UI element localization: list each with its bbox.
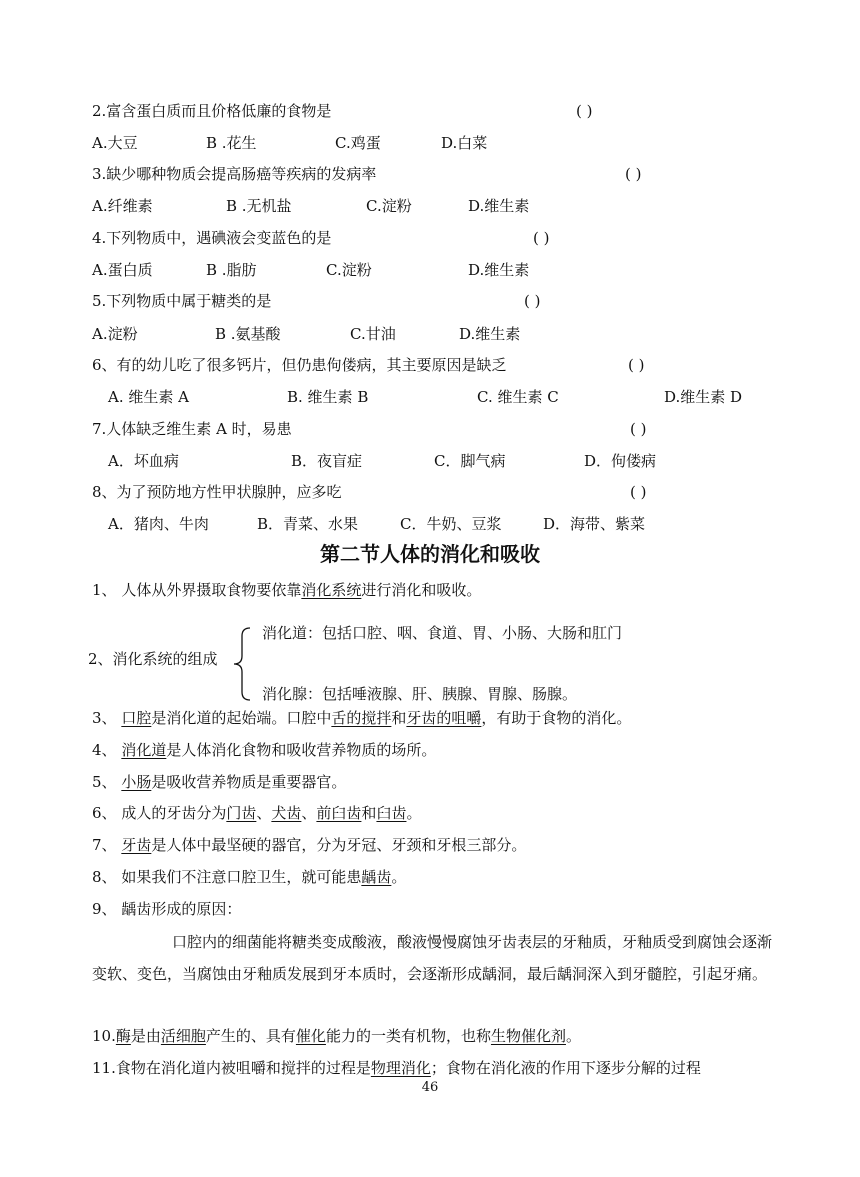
option-b: B .脂肪 (206, 261, 257, 279)
item-number: 1、 (92, 581, 117, 599)
answer-blank: ( ) (533, 229, 550, 247)
underlined-term: 生物催化剂 (490, 1027, 566, 1045)
item-text: 是人体消化食物和吸收营养物质的场所。 (166, 741, 437, 759)
underlined-term: 前臼齿 (316, 804, 362, 822)
item-7 (92, 835, 526, 855)
option-a: A. 维生素 A (108, 388, 189, 406)
item-text: 能力的一类有机物，也称 (325, 1027, 491, 1045)
question-stem: 4.下列物质中，遇碘液会变蓝色的是 (92, 229, 332, 247)
item-text: 和 (391, 709, 407, 727)
item-number: 7、 (92, 836, 117, 854)
item-text: 、 (256, 804, 272, 822)
item-text: ；食物在消化液的作用下逐步分解的过程 (430, 1059, 701, 1077)
item-text: 如果我们不注意口腔卫生，就可能患 (121, 868, 362, 886)
underlined-term: 消化系统 (301, 581, 362, 599)
option-b: B. 维生素 B (287, 388, 369, 406)
item-text: 。 (391, 868, 407, 886)
item-number: 6、 (92, 804, 117, 822)
option-b: B .无机盐 (226, 197, 292, 215)
option-a: A.大豆 (92, 134, 138, 152)
option-c: C.淀粉 (366, 197, 412, 215)
item-8 (92, 867, 406, 887)
option-b: B．青菜、水果 (257, 515, 359, 533)
option-c: C.淀粉 (326, 261, 372, 279)
underlined-term: 舌的搅拌 (331, 709, 392, 727)
answer-blank: ( ) (524, 292, 541, 310)
item-text: 是吸收营养物质是重要器官。 (151, 773, 347, 791)
underlined-term: 臼齿 (376, 804, 407, 822)
underlined-term: 门齿 (226, 804, 257, 822)
question-stem: 5.下列物质中属于糖类的是 (92, 292, 272, 310)
option-b: B．夜盲症 (291, 452, 363, 470)
brace-icon (230, 626, 254, 702)
question-stem: 6、有的幼儿吃了很多钙片，但仍患佝偻病，其主要原因是缺乏 (92, 356, 507, 374)
answer-blank: ( ) (625, 165, 642, 183)
item-11 (92, 1058, 701, 1078)
underlined-term: 犬齿 (271, 804, 302, 822)
item-number: 9、 (92, 900, 117, 918)
item-6 (92, 803, 421, 823)
option-b: B .花生 (206, 134, 257, 152)
item-text: 进行消化和吸收。 (361, 581, 482, 599)
option-a: A．猪肉、牛肉 (108, 515, 209, 533)
underlined-term: 消化道 (121, 741, 167, 759)
underlined-term: 物理消化 (370, 1059, 431, 1077)
option-c: C．牛奶、豆浆 (400, 515, 502, 533)
digestive-tract-text: 消化道：包括口腔、咽、食道、胃、小肠、大肠和肛门 (262, 624, 623, 642)
item-text: 是由 (130, 1027, 161, 1045)
item-text: 食物在消化道内被咀嚼和搅拌的过程是 (115, 1059, 371, 1077)
option-c: C.甘油 (350, 325, 396, 343)
item-text: 。 (565, 1027, 581, 1045)
item-4 (92, 740, 436, 760)
item-number: 3、 (92, 709, 117, 727)
item-text: 龋齿形成的原因： (121, 900, 242, 918)
question-stem: 8、为了预防地方性甲状腺肿，应多吃 (92, 483, 342, 501)
item-number: 10. (92, 1027, 116, 1045)
option-d: D.维生素 (468, 261, 530, 279)
item-10 (92, 1026, 581, 1046)
option-a: A．坏血病 (108, 452, 179, 470)
option-c: C.鸡蛋 (335, 134, 381, 152)
item-text: 成人的牙齿分为 (121, 804, 227, 822)
caries-cause-paragraph: 口腔内的细菌能将糖类变成酸液，酸液慢慢腐蚀牙齿表层的牙釉质，牙釉质受到腐蚀会逐渐变软、变色，当腐蚀由牙釉质发展到牙本质时，会逐渐形成龋洞，最后龋洞深入到牙髓腔，引起牙痛。 (92, 933, 773, 983)
underlined-term: 牙齿的咀嚼 (406, 709, 482, 727)
answer-blank: ( ) (628, 356, 645, 374)
item-5 (92, 772, 346, 792)
item-1 (92, 580, 481, 600)
option-a: A.蛋白质 (92, 261, 153, 279)
option-d: D.维生素 (459, 325, 521, 343)
underlined-term: 催化 (295, 1027, 326, 1045)
question-stem: 7.人体缺乏维生素 A 时，易患 (92, 420, 292, 438)
item-number: 4、 (92, 741, 117, 759)
answer-blank: ( ) (630, 420, 647, 438)
option-a: A.淀粉 (92, 325, 138, 343)
question-stem: 3.缺少哪种物质会提高肠癌等疾病的发病率 (92, 165, 377, 183)
option-b: B .氨基酸 (215, 325, 281, 343)
question-stem: 2.富含蛋白质而且价格低廉的食物是 (92, 102, 332, 120)
item-9 (92, 899, 241, 919)
item-text: 。 (406, 804, 422, 822)
option-d: D.白菜 (441, 134, 488, 152)
item-text: 是消化道的起始端。口腔中 (151, 709, 332, 727)
underlined-term: 小肠 (121, 773, 152, 791)
item-text: ，有助于食物的消化。 (481, 709, 632, 727)
option-d: D．佝偻病 (584, 452, 657, 470)
underlined-term: 活细胞 (160, 1027, 206, 1045)
item-text: 是人体中最坚硬的器官，分为牙冠、牙颈和牙根三部分。 (151, 836, 527, 854)
option-d: D.维生素 (468, 197, 530, 215)
underlined-term: 龋齿 (361, 868, 392, 886)
item-number: 5、 (92, 773, 117, 791)
option-d: D．海带、紫菜 (543, 515, 646, 533)
option-d: D.维生素 D (664, 388, 743, 406)
answer-blank: ( ) (630, 483, 647, 501)
option-c: C．脚气病 (434, 452, 506, 470)
option-c: C. 维生素 C (477, 388, 559, 406)
item-label: 2、消化系统的组成 (88, 650, 218, 668)
item-3 (92, 708, 631, 728)
underlined-term: 酶 (115, 1027, 131, 1045)
section-title: 第二节人体的消化和吸收 (320, 542, 540, 566)
item-number: 11. (92, 1059, 116, 1077)
underlined-term: 口腔 (121, 709, 152, 727)
digestive-gland-text: 消化腺：包括唾液腺、肝、胰腺、胃腺、肠腺。 (262, 685, 578, 703)
item-number: 8、 (92, 868, 117, 886)
option-a: A.纤维素 (92, 197, 153, 215)
item-text: 、 (301, 804, 317, 822)
underlined-term: 牙齿 (121, 836, 152, 854)
page-number: 46 (421, 1080, 439, 1095)
item-text: 和 (361, 804, 377, 822)
answer-blank: ( ) (576, 102, 593, 120)
item-text: 人体从外界摄取食物要依靠 (121, 581, 302, 599)
item-text: 产生的、具有 (205, 1027, 296, 1045)
